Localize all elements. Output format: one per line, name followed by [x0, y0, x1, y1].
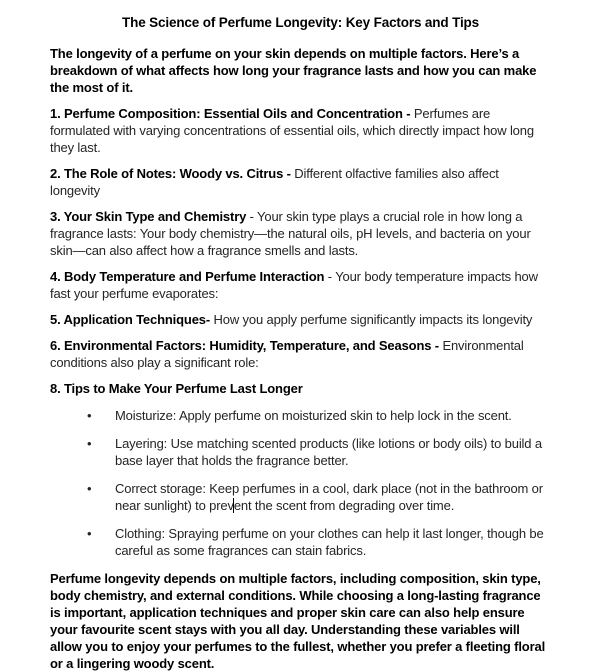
tips-heading[interactable]: 8. Tips to Make Your Perfume Last Longer	[50, 381, 303, 396]
tip-text-before-caret: Correct storage: Keep perfumes in a cool, dark place (not in the bathroom or near sunlight) to prev	[115, 481, 543, 513]
intro-paragraph[interactable]: The longevity of a perfume on your skin depends on multiple factors. Here’s a breakdown of what affects how long your fragrance lasts and how you can make the most of it.	[50, 46, 537, 95]
tip-item-moisturize[interactable]	[50, 407, 551, 424]
tip-item-storage[interactable]	[50, 480, 551, 514]
section-paragraph-5[interactable]	[50, 311, 551, 328]
conclusion-paragraph[interactable]: Perfume longevity depends on multiple factors, including composition, skin type, body chemistry, and external conditions. While choosing a long-lasting fragrance is important, application techniques and proper skin care can also help ensure your favourite scent stays with you all day. Understanding these variables will allow you to enjoy your perfumes to the fullest, whether you prefer a fleeting floral or a lingering woody scent.	[50, 571, 546, 671]
section-lead: 4. Body Temperature and Perfume Interaction	[50, 269, 325, 284]
tip-text: Layering: Use matching scented products (like lotions or body oils) to build a base layer that holds the fragrance better.	[115, 436, 542, 468]
section-body: Perfumes are formulated with varying concentrations of essential oils, which directly impact how long they last.	[50, 106, 534, 155]
section-lead: 3. Your Skin Type and Chemistry	[50, 209, 247, 224]
document-title[interactable]: The Science of Perfume Longevity: Key Factors and Tips	[122, 15, 479, 30]
section-lead: 2. The Role of Notes: Woody vs. Citrus -	[50, 166, 295, 181]
tip-item-clothing[interactable]	[50, 525, 551, 559]
section-body: - Your skin type plays a crucial role in how long a fragrance lasts: Your body chemistry—the natural oils, pH levels, and bacteria on your skin—can also affect how a fragrance smells and lasts.	[50, 209, 531, 258]
section-paragraph-2[interactable]	[50, 165, 551, 199]
section-body: Environmental conditions also play a significant role:	[50, 338, 524, 370]
bullet-icon: •	[87, 526, 92, 541]
section-paragraph-6[interactable]	[50, 337, 551, 371]
section-lead: 6. Environmental Factors: Humidity, Temperature, and Seasons -	[50, 338, 443, 353]
tip-text: Moisturize: Apply perfume on moisturized skin to help lock in the scent.	[115, 408, 512, 423]
bullet-icon: •	[87, 436, 92, 451]
section-lead: 5. Application Techniques-	[50, 312, 211, 327]
bullet-icon: •	[87, 408, 92, 423]
tip-text	[115, 481, 543, 513]
tip-text: Clothing: Spraying perfume on your clothes can help it last longer, though be careful as some fragrances can stain fabrics.	[115, 526, 544, 558]
bullet-icon: •	[87, 481, 92, 496]
tip-text-after-caret: ent the scent from degrading over time.	[233, 498, 455, 513]
tip-item-layering[interactable]	[50, 435, 551, 469]
section-body: - Your body temperature impacts how fast your perfume evaporates:	[50, 269, 538, 301]
section-body: How you apply perfume significantly impacts its longevity	[210, 312, 533, 327]
section-body: Different olfactive families also affect longevity	[50, 166, 499, 198]
section-lead: 1. Perfume Composition: Essential Oils and Concentration -	[50, 106, 414, 121]
tips-list	[50, 407, 551, 559]
section-paragraph-3[interactable]	[50, 208, 551, 259]
section-paragraph-1[interactable]	[50, 105, 551, 156]
section-paragraph-4[interactable]	[50, 268, 551, 302]
